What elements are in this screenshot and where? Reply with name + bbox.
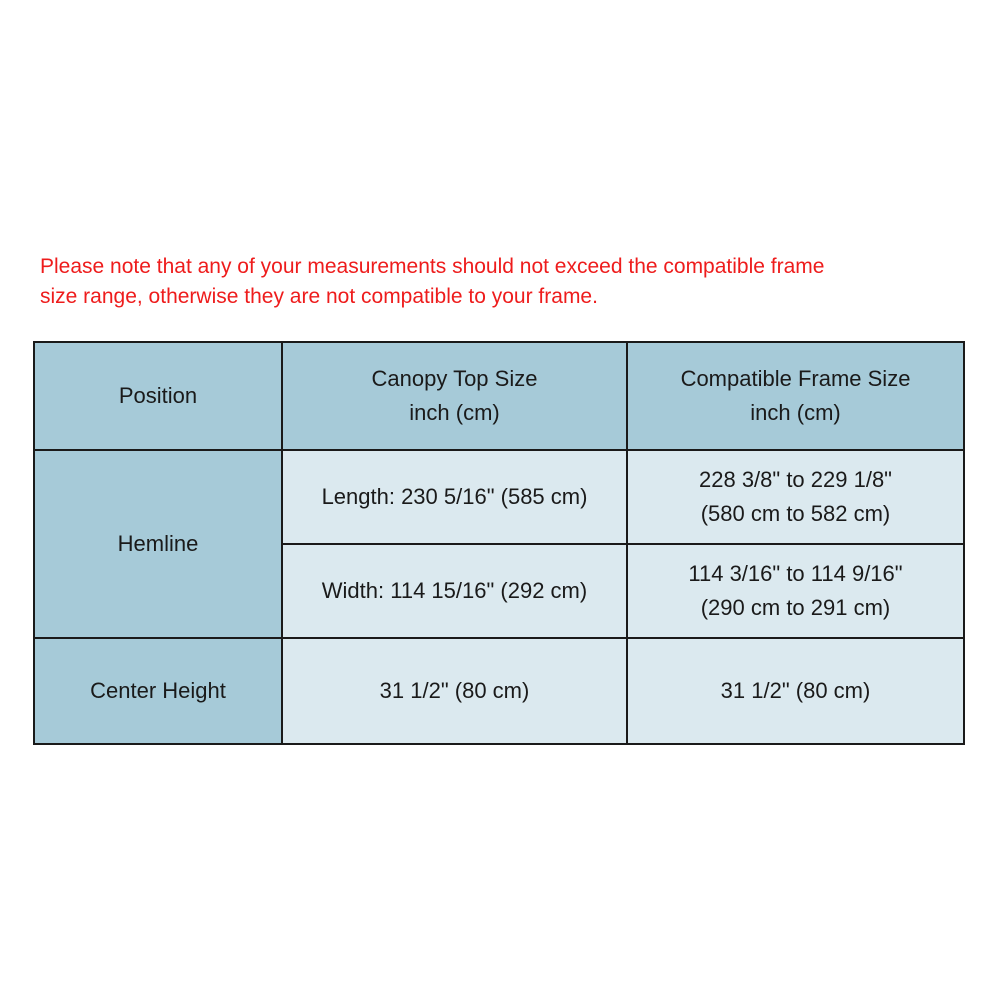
position-hemline: Hemline bbox=[34, 450, 282, 638]
header-frame-unit: inch (cm) bbox=[750, 400, 841, 425]
compatibility-note bbox=[40, 252, 970, 312]
canopy-length-cell: Length: 230 5/16" (585 cm) bbox=[282, 450, 627, 544]
frame-width-cell: 114 3/16" to 114 9/16" (290 cm to 291 cm) bbox=[627, 544, 964, 638]
frame-length-cell: 228 3/8" to 229 1/8" (580 cm to 582 cm) bbox=[627, 450, 964, 544]
table-header-row bbox=[34, 342, 964, 450]
header-position: Position bbox=[34, 342, 282, 450]
header-canopy-title: Canopy Top Size bbox=[371, 366, 538, 391]
table-row bbox=[34, 638, 964, 744]
header-frame-title: Compatible Frame Size bbox=[680, 366, 911, 391]
table-row bbox=[34, 450, 964, 544]
canopy-width-cell: Width: 114 15/16" (292 cm) bbox=[282, 544, 627, 638]
header-canopy-top-size bbox=[282, 342, 627, 450]
frame-center-height-cell: 31 1/2" (80 cm) bbox=[627, 638, 964, 744]
position-center-height: Center Height bbox=[34, 638, 282, 744]
note-line-2: size range, otherwise they are not compatible to your frame. bbox=[40, 285, 598, 308]
header-compatible-frame-size bbox=[627, 342, 964, 450]
canopy-center-height-cell: 31 1/2" (80 cm) bbox=[282, 638, 627, 744]
note-line-1: Please note that any of your measurements should not exceed the compatible frame bbox=[40, 255, 825, 278]
header-canopy-unit: inch (cm) bbox=[409, 400, 500, 425]
size-table bbox=[33, 341, 965, 745]
